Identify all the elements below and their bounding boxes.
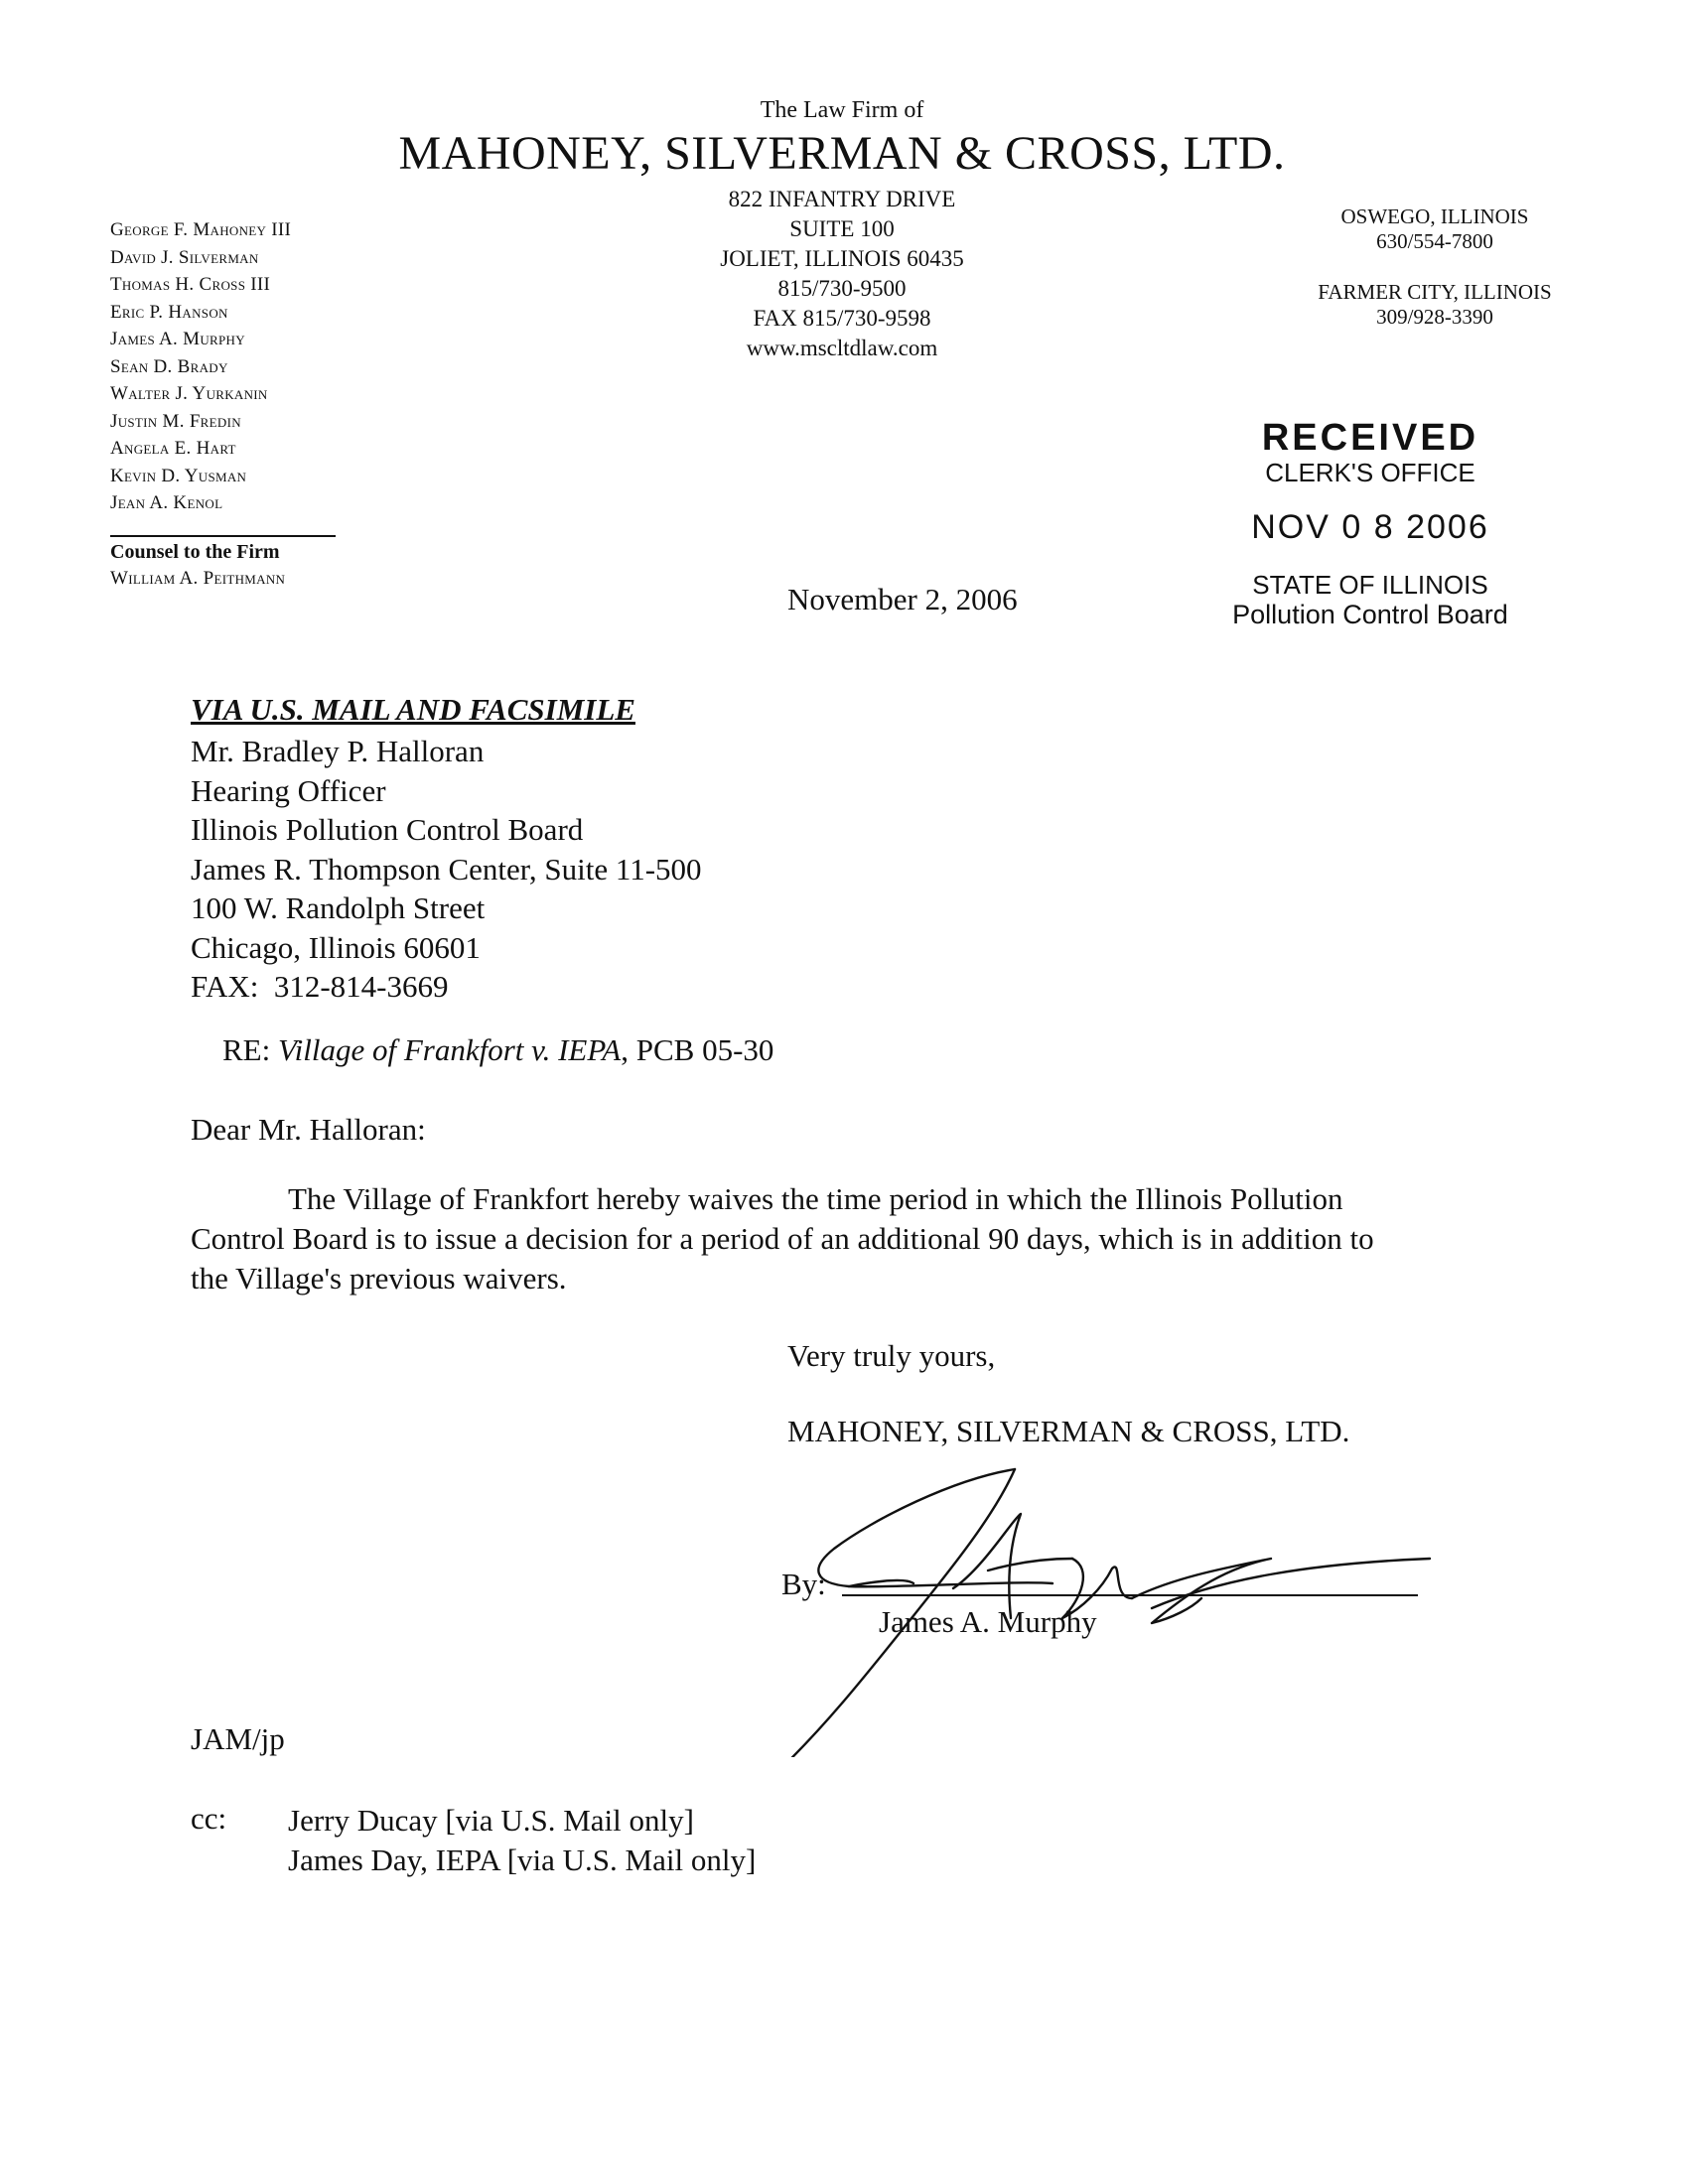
attorney-name: George F. Mahoney III <box>110 219 292 240</box>
address-line: FAX 815/730-9598 <box>753 306 931 331</box>
recipient-line: Hearing Officer <box>191 772 386 808</box>
re-number: , PCB 05-30 <box>621 1032 774 1067</box>
office-oswego <box>1271 205 1599 254</box>
re-case: Village of Frankfort v. IEPA <box>277 1032 622 1067</box>
office-phone: 630/554-7800 <box>1376 229 1493 253</box>
office-farmer-city <box>1271 280 1599 330</box>
handwritten-signature <box>755 1459 1450 1757</box>
cc-recipient: Jerry Ducay [via U.S. Mail only] <box>288 1803 694 1838</box>
firm-address <box>643 185 1041 363</box>
address-line: SUITE 100 <box>789 216 895 241</box>
attorney-name: Angela E. Hart <box>110 438 236 459</box>
re-label: RE: <box>222 1032 278 1067</box>
cc-recipient: James Day, IEPA [via U.S. Mail only] <box>288 1843 757 1877</box>
recipient-line: Illinois Pollution Control Board <box>191 812 584 847</box>
attorney-name: Walter J. Yurkanin <box>110 383 268 404</box>
office-phone: 309/928-3390 <box>1376 305 1493 329</box>
salutation: Dear Mr. Halloran: <box>191 1112 426 1147</box>
stamp-office: CLERK'S OFFICE <box>1265 458 1475 487</box>
cc-label: cc: <box>191 1801 227 1836</box>
office-city: FARMER CITY, ILLINOIS <box>1318 280 1552 304</box>
stamp-board: Pollution Control Board <box>1232 600 1508 629</box>
firm-name: MAHONEY, SILVERMAN & CROSS, LTD. <box>398 127 1286 180</box>
recipient-line: Mr. Bradley P. Halloran <box>191 734 485 768</box>
by-label: By: <box>781 1567 826 1601</box>
recipient-line: James R. Thompson Center, Suite 11-500 <box>191 851 702 887</box>
signer-name: James A. Murphy <box>879 1604 1097 1639</box>
paragraph-line: Control Board is to issue a decision for a period of an additional 90 days, which is in addition to <box>191 1221 1374 1256</box>
closing: Very truly yours, <box>787 1338 996 1373</box>
recipient-line: FAX: 312-814-3669 <box>191 969 449 1004</box>
stamp-date: NOV 0 8 2006 <box>1251 508 1489 546</box>
counsel-divider <box>110 535 336 537</box>
attorney-name: Sean D. Brady <box>110 355 228 377</box>
attorney-name: Thomas H. Cross III <box>110 274 271 295</box>
address-line: 815/730-9500 <box>777 276 907 301</box>
firm-intro: The Law Firm of <box>760 97 924 123</box>
attorney-name: Justin M. Fredin <box>110 410 241 432</box>
office-city: OSWEGO, ILLINOIS <box>1340 205 1529 228</box>
attorney-name: Eric P. Hanson <box>110 301 228 323</box>
counsel-name: William A. Peithmann <box>110 568 286 589</box>
address-line: 822 INFANTRY DRIVE <box>728 187 956 211</box>
attorney-name: Jean A. Kenol <box>110 492 223 513</box>
address-line: www.mscltdlaw.com <box>746 336 938 360</box>
recipient-line: 100 W. Randolph Street <box>191 890 486 925</box>
closing-firm: MAHONEY, SILVERMAN & CROSS, LTD. <box>787 1414 1350 1448</box>
paragraph-line: the Village's previous waivers. <box>191 1261 567 1296</box>
attorney-list <box>110 216 408 517</box>
recipient-line: Chicago, Illinois 60601 <box>191 929 481 965</box>
stamp-received: RECEIVED <box>1261 417 1479 459</box>
stamp-state: STATE OF ILLINOIS <box>1252 570 1488 600</box>
attorney-name: David J. Silverman <box>110 246 259 268</box>
paragraph-line <box>191 1179 1501 1219</box>
body-paragraph <box>191 1179 1501 1298</box>
re-line <box>222 1032 773 1068</box>
delivery-method: VIA U.S. MAIL AND FACSIMILE <box>191 692 635 727</box>
typist-initials: JAM/jp <box>191 1721 285 1756</box>
attorney-name: James A. Murphy <box>110 329 245 349</box>
cc-list <box>288 1801 756 1880</box>
letter-date: November 2, 2006 <box>787 582 1018 616</box>
recipient-address <box>191 732 702 1007</box>
attorney-name: Kevin D. Yusman <box>110 465 247 486</box>
address-line: JOLIET, ILLINOIS 60435 <box>720 246 964 271</box>
paragraph-text: The Village of Frankfort hereby waives the time period in which the Illinois Pollution <box>288 1181 1343 1216</box>
counsel-label: Counsel to the Firm <box>110 541 280 563</box>
